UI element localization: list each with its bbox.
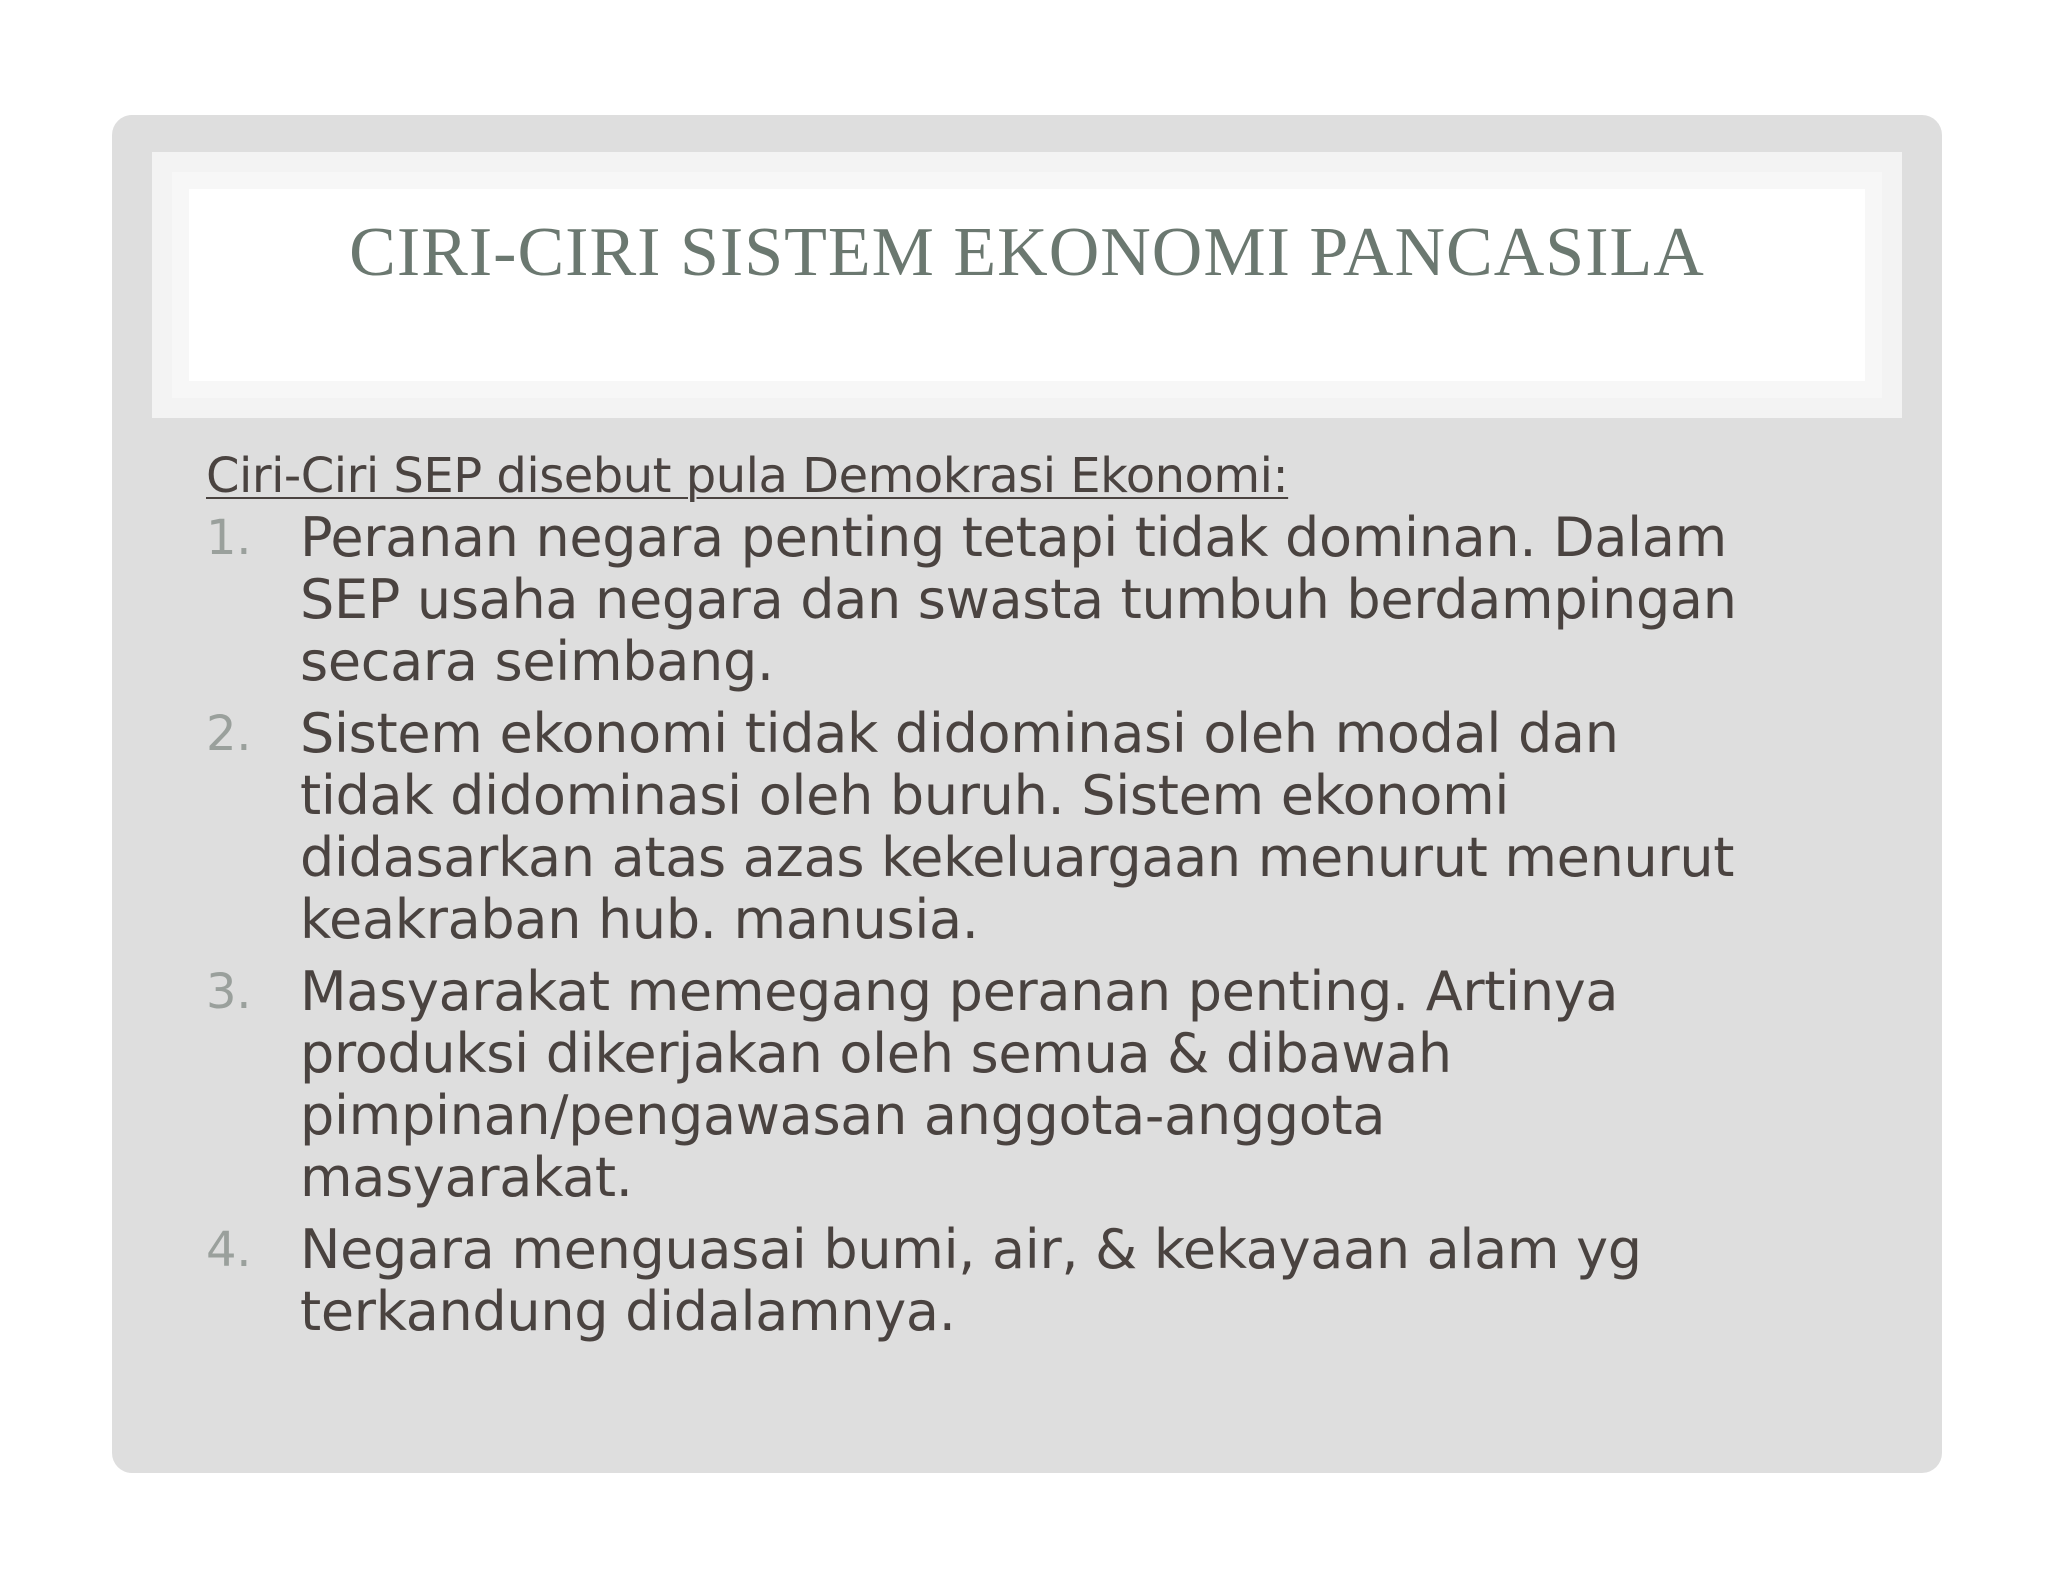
list-item [206, 1219, 1866, 1343]
slide-body [206, 445, 1866, 1343]
list-number: 3. [206, 964, 252, 1020]
list-item [206, 507, 1866, 693]
list-text-line: keakraban hub. manusia. [300, 888, 979, 951]
list-item [206, 703, 1866, 951]
list-text-line: tidak didominasi oleh buruh. Sistem ekonomi [300, 764, 1510, 827]
list-item [206, 961, 1866, 1209]
list-text-line: terkandung didalamnya. [300, 1280, 956, 1343]
list-text-line: Masyarakat memegang peranan penting. Artinya [300, 960, 1619, 1023]
list-text-line: SEP usaha negara dan swasta tumbuh berdampingan [300, 568, 1737, 631]
list-text-line: Sistem ekonomi tidak didominasi oleh modal dan [300, 702, 1619, 765]
list-text-line: masyarakat. [300, 1146, 633, 1209]
intro-line: Ciri-Ciri SEP disebut pula Demokrasi Ekonomi: [206, 448, 1289, 504]
list-text-line: didasarkan atas azas kekeluargaan menurut menurut [300, 826, 1735, 889]
slide [112, 115, 1942, 1473]
list-text-line: Negara menguasai bumi, air, & kekayaan alam yg [300, 1218, 1642, 1281]
points-list [206, 507, 1866, 1343]
list-text-line: Peranan negara penting tetapi tidak dominan. Dalam [300, 506, 1727, 569]
slide-title: CIRI-CIRI SISTEM EKONOMI PANCASILA [349, 214, 1705, 291]
list-text-line: pimpinan/pengawasan anggota-anggota [300, 1084, 1386, 1147]
list-number: 2. [206, 706, 252, 762]
list-number: 4. [206, 1222, 252, 1278]
list-number: 1. [206, 510, 252, 566]
list-text-line: secara seimbang. [300, 630, 774, 693]
list-text-line: produksi dikerjakan oleh semua & dibawah [300, 1022, 1452, 1085]
